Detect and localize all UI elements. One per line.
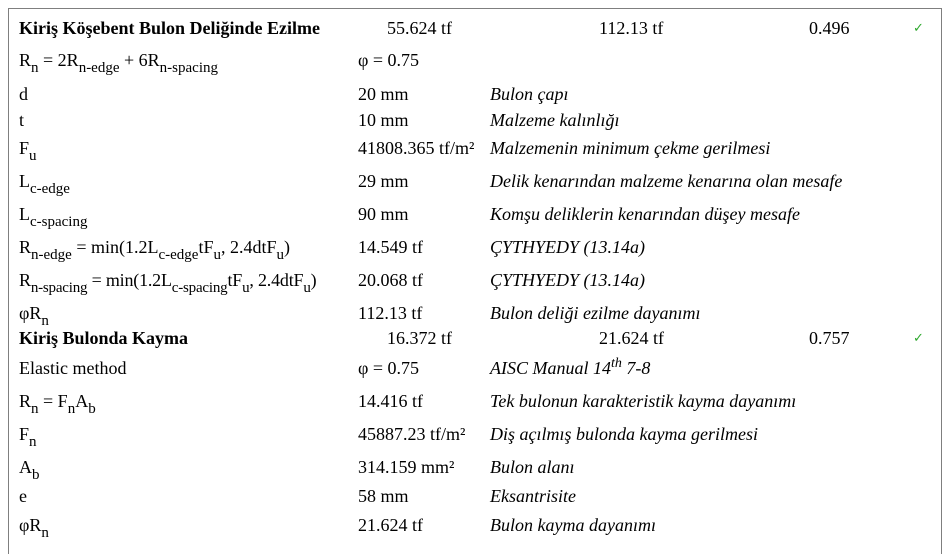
ratio-value: 0.496 (809, 18, 850, 38)
phi-value: φ = 0.75 (358, 50, 420, 70)
demand-value: 16.372 tf (387, 328, 452, 348)
capacity-value: 21.624 tf (599, 328, 664, 348)
calculation-report: Kiriş Köşebent Bulon Deliğinde Ezilme 55.624 tf 112.13 tf 0.496 ✓ $R_n = 2R_{n-edge} + 6R_{n-spacing}$ φ = 0.75 d 20 mm Bulon çapı t 10 mm Malzeme kalınlığı $F_u$ 41808.365 tf/m² Malzemenin minimum çekme gerilmesi $L_{c-edge}$ 29 mm Delik kenarından malzeme kenarına olan mesafe $L_{c-spacing}$ 90 mm Komşu deliklerin kenarından düşey mesafe $R_{n-edge} = \min(1.2L_{c-edge}tF_u$, 2.4dtF$_u$) 14.549 tf ÇYTHYEDY (13.14a) $R_{n-spacing} = \min(1.2L_{c-spacing}tF_u$, 2.4dtF$_u$) 20.068 tf ÇYTHYEDY (13.14a) $\varphi R_n$ 112.13 tf Bulon deliği ezilme dayanımı Kiriş Bulonda Kayma 16.372 tf 21.624 tf 0.757 ✓ Elastic method φ = 0.75 AISC Manual 14th 7-8 $R_n = F_nA_b$ 14.416 tf Tek bulonun karakteristik kayma dayanımı $F_n$ 45887.23 tf/m² Diş açılmış bulonda kayma gerilmesi $A_b$ 314.159 mm² Bulon alanı e 58 mm Eksantrisite $\varphi R_n$ 21.624 tf Bulon kayma dayanımı (8, 8, 942, 554)
capacity-value: 112.13 tf (599, 18, 664, 38)
check-icon: ✓ (913, 21, 924, 36)
check-icon: ✓ (913, 331, 924, 346)
demand-value: 55.624 tf (387, 18, 452, 38)
ratio-value: 0.757 (809, 328, 850, 348)
section-title: Kiriş Köşebent Bulon Deliğinde Ezilme (19, 18, 321, 38)
section-title: Kiriş Bulonda Kayma (19, 328, 189, 348)
